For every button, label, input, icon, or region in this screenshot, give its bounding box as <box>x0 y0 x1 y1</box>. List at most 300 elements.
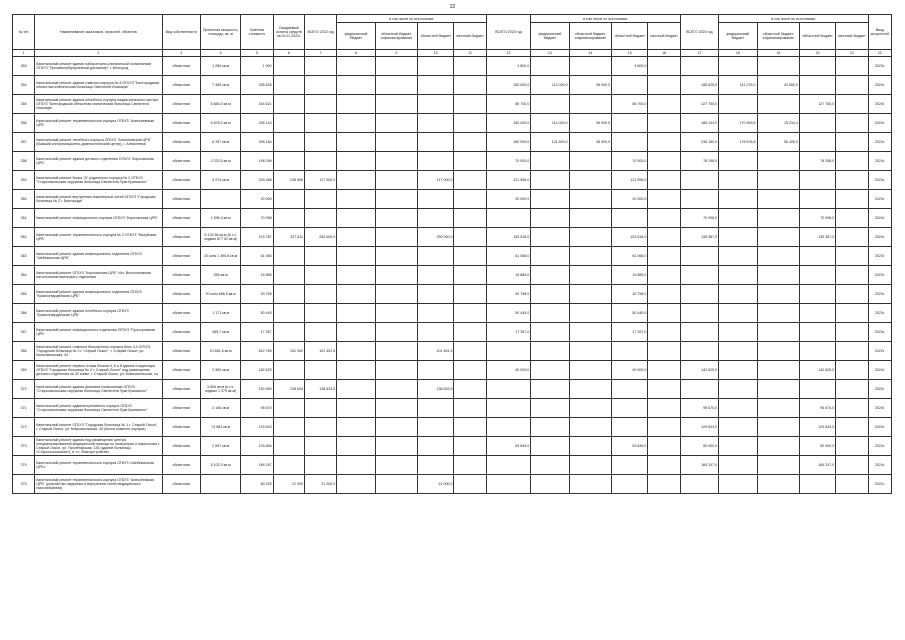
cell-mb24 <box>836 209 868 228</box>
cell-inp: 2024г. <box>868 95 891 114</box>
col-header: федеральный бюджет <box>531 23 569 50</box>
cell-t23: 61 066,0 <box>486 247 530 266</box>
table-body <box>13 57 892 494</box>
cell-fb23 <box>531 171 569 190</box>
cell-t24: 78 298,0 <box>680 152 718 171</box>
cell-t24: 185 144,0 <box>680 114 718 133</box>
table-row <box>13 247 892 266</box>
cell-area <box>200 190 240 209</box>
cell-mb23 <box>648 95 680 114</box>
cell-os22 <box>375 76 417 95</box>
cell-t23: 160 000,0 <box>486 133 530 152</box>
cell-os22 <box>375 114 417 133</box>
cell-os22 <box>375 133 417 152</box>
cell-ob23: 70 000,0 <box>612 152 648 171</box>
cell-os24 <box>757 380 799 399</box>
cell-os23 <box>569 304 611 323</box>
cell-t24: 235 180,0 <box>680 133 718 152</box>
cell-rest <box>273 323 304 342</box>
cell-inp: 2023г. <box>868 285 891 304</box>
col-header: местный бюджет <box>454 23 486 50</box>
cell-ob24 <box>799 133 835 152</box>
cell-os24 <box>757 304 799 323</box>
cell-fb23 <box>531 323 569 342</box>
column-number: 10 <box>418 50 454 57</box>
cell-inp: 2022г. <box>868 475 891 494</box>
cell-cost: 17 357 <box>241 323 273 342</box>
cell-os22 <box>375 323 417 342</box>
cell-ob22: 21 000,0 <box>418 475 454 494</box>
cell-n: 359 <box>13 171 35 190</box>
cell-inp: 2023г. <box>868 190 891 209</box>
cell-name: Капитальный ремонт терапевтического корпуса ОГБУЗ "Алексеевская ЦРБ" <box>35 114 162 133</box>
cell-name: Капитальный ремонт блока "А" родильного корпуса № 2 ОГБУЗ "Старооскольская окружная больница Святителя Луки Крымского" <box>35 171 162 190</box>
cell-ob23: 40 000,0 <box>612 361 648 380</box>
cell-fb22 <box>337 361 375 380</box>
cell-n: 365 <box>13 285 35 304</box>
cell-mb24 <box>836 247 868 266</box>
cell-rest: 238 596 <box>273 171 304 190</box>
cell-t22 <box>304 418 336 437</box>
col-header: федеральный бюджет <box>337 23 375 50</box>
cell-own: областная <box>162 57 200 76</box>
cell-fb24 <box>719 304 757 323</box>
cell-own: областная <box>162 475 200 494</box>
cell-os22 <box>375 228 417 247</box>
cell-fb23 <box>531 247 569 266</box>
cell-os23 <box>569 190 611 209</box>
cell-cost: 30 758 <box>241 285 273 304</box>
cell-name: Капитальный ремонт здания инфекционного отделения ОГБУЗ "Красногвардейская ЦРБ" <box>35 285 162 304</box>
cell-os24 <box>757 437 799 456</box>
cell-t23 <box>486 418 530 437</box>
cell-fb22 <box>337 437 375 456</box>
cell-os23 <box>569 418 611 437</box>
cell-ob23 <box>612 114 648 133</box>
cell-ob23: 153 518,0 <box>612 228 648 247</box>
cell-own: областная <box>162 285 200 304</box>
cell-ob23: 85 700,0 <box>612 95 648 114</box>
cell-mb22 <box>454 304 486 323</box>
cell-fb24: 170 909,6 <box>719 114 757 133</box>
cell-mb22 <box>454 76 486 95</box>
cell-mb24 <box>836 266 868 285</box>
cell-os23 <box>569 152 611 171</box>
cell-mb23 <box>648 361 680 380</box>
col-header: Ввод мощностей <box>868 15 891 50</box>
cell-fb24 <box>719 247 757 266</box>
cell-t23: 4 800,0 <box>486 57 530 76</box>
cell-own: областная <box>162 399 200 418</box>
cell-mb22 <box>454 266 486 285</box>
cell-own: областная <box>162 418 200 437</box>
cell-os23 <box>569 285 611 304</box>
cell-rest <box>273 114 304 133</box>
cell-ob23: 20 000,0 <box>612 190 648 209</box>
cell-ob23 <box>612 475 648 494</box>
col-header: ВСЕГО 2024 год <box>680 15 718 50</box>
cell-inp: 2024г. <box>868 456 891 475</box>
cell-t23 <box>486 475 530 494</box>
cell-os22 <box>375 418 417 437</box>
cell-fb22 <box>337 399 375 418</box>
cell-os24: 56 428,0 <box>757 133 799 152</box>
cell-n: 372 <box>13 418 35 437</box>
cell-name: Капитальный ремонт терапевтического корпуса № 2 ОГБУЗ "Валуйская ЦРБ" <box>35 228 162 247</box>
cell-ob23 <box>612 418 648 437</box>
cell-ob22: 138 633,5 <box>418 380 454 399</box>
cell-own: областная <box>162 323 200 342</box>
cell-fb24 <box>719 380 757 399</box>
cell-ob23 <box>612 380 648 399</box>
cell-cost: 103 845 <box>241 437 273 456</box>
cell-fb24 <box>719 266 757 285</box>
cell-t22: 101 451,5 <box>304 342 336 361</box>
cell-inp: 2023г. <box>868 266 891 285</box>
cell-fb24 <box>719 285 757 304</box>
cell-rest <box>273 133 304 152</box>
cell-t24 <box>680 266 718 285</box>
cell-os22 <box>375 342 417 361</box>
table-row <box>13 456 892 475</box>
cell-mb24 <box>836 114 868 133</box>
cell-t24 <box>680 171 718 190</box>
cell-area: 2 597 кв.м <box>200 437 240 456</box>
cell-rest <box>273 152 304 171</box>
cell-mb22 <box>454 456 486 475</box>
col-header: областной бюджет, софинансирование <box>569 23 611 50</box>
cell-t23: 121 596,0 <box>486 171 530 190</box>
column-number: 13 <box>531 50 569 57</box>
cell-os22 <box>375 247 417 266</box>
column-number: 19 <box>757 50 799 57</box>
table-row <box>13 380 892 399</box>
cell-os24 <box>757 361 799 380</box>
cell-rest <box>273 209 304 228</box>
cell-os23: 38 400,0 <box>569 133 611 152</box>
cell-mb23 <box>648 171 680 190</box>
cell-n: 355 <box>13 95 35 114</box>
cell-t24 <box>680 323 718 342</box>
cell-mb22 <box>454 228 486 247</box>
cell-mb24 <box>836 418 868 437</box>
table-row <box>13 209 892 228</box>
cell-ob22 <box>418 304 454 323</box>
cell-os23 <box>569 95 611 114</box>
cell-rest: 337 811 <box>273 228 304 247</box>
cell-area: 2 106 кв.м <box>200 399 240 418</box>
table-row <box>13 228 892 247</box>
cell-name: Капитальный ремонт здания под размещение центра специализированной медицинской помощи по психиатрии и наркологии г. Старый Оскол, ул. Пролетарская, 135 (здание больницы «Старооскольская»), в т.ч. благоустройство <box>35 437 162 456</box>
cell-fb23 <box>531 361 569 380</box>
cell-name: Капитальный ремонт лечебного корпуса ОГБУЗ "Алексеевская ЦРБ" (бывший консультационно-диагностический центр), г. Алексеевка <box>35 133 162 152</box>
cell-rest <box>273 418 304 437</box>
cell-ob24: 129 643,0 <box>799 418 835 437</box>
cell-cost: 182 625 <box>241 361 273 380</box>
cell-os24 <box>757 152 799 171</box>
table-row <box>13 475 892 494</box>
cell-fb22 <box>337 323 375 342</box>
cell-mb24 <box>836 475 868 494</box>
cell-ob22: 101 451,5 <box>418 342 454 361</box>
cell-os23 <box>569 247 611 266</box>
cell-os22 <box>375 171 417 190</box>
col-header: местный бюджет <box>836 23 868 50</box>
cell-ob23 <box>612 342 648 361</box>
col-header: ВСЕГО 2022 год <box>304 15 336 50</box>
cell-fb24 <box>719 456 757 475</box>
cell-cost: 129 643 <box>241 418 273 437</box>
cell-fb24 <box>719 437 757 456</box>
cell-ob24: 78 298,0 <box>799 152 835 171</box>
col-header: № п/п <box>13 15 35 50</box>
cell-rest <box>273 304 304 323</box>
table-row <box>13 266 892 285</box>
cell-mb24 <box>836 285 868 304</box>
cell-n: 369 <box>13 361 35 380</box>
cell-fb24 <box>719 152 757 171</box>
cell-fb22 <box>337 285 375 304</box>
cell-area <box>200 475 240 494</box>
cell-ob24 <box>799 76 835 95</box>
cell-rest: 101 452 <box>273 342 304 361</box>
cell-t24 <box>680 380 718 399</box>
cell-rest <box>273 437 304 456</box>
cell-cost: 335 625 <box>241 76 273 95</box>
cell-os24 <box>757 209 799 228</box>
cell-os24 <box>757 418 799 437</box>
column-number: 15 <box>612 50 648 57</box>
cell-name: Капитальный ремонт здания главного корпуса № 8 ОГБУЗ "Белгородская областная клиническая больница Святителя Иоасафа" <box>35 76 162 95</box>
cell-os23 <box>569 342 611 361</box>
cell-os23 <box>569 228 611 247</box>
cell-area: 2 360 кв.м <box>200 361 240 380</box>
cell-os22 <box>375 57 417 76</box>
cell-os23: 36 000,0 <box>569 114 611 133</box>
cell-ob22 <box>418 323 454 342</box>
cell-t22 <box>304 437 336 456</box>
cell-ob23: 30 758,0 <box>612 285 648 304</box>
table-row <box>13 342 892 361</box>
cell-rest <box>273 285 304 304</box>
column-number: 6 <box>273 50 304 57</box>
cell-mb24 <box>836 95 868 114</box>
col-header: ВСЕГО 2023 год <box>486 15 530 50</box>
cell-name: Капитальный ремонт терапевтического корпуса ОГБУЗ «Шебекинская ЦРБ» <box>35 456 162 475</box>
cell-t22: 117 000,0 <box>304 171 336 190</box>
col-header: областной бюджет <box>418 23 454 50</box>
cell-own: областная <box>162 133 200 152</box>
cell-os23 <box>569 323 611 342</box>
cell-os23 <box>569 361 611 380</box>
cell-inp: 2024г. <box>868 228 891 247</box>
cell-fb22 <box>337 456 375 475</box>
cell-ob24 <box>799 190 835 209</box>
cell-os24 <box>757 171 799 190</box>
cell-cost: 95 670 <box>241 399 273 418</box>
cell-cost: 20 000 <box>241 190 273 209</box>
cell-fb24: 178 676,8 <box>719 133 757 152</box>
cell-t22 <box>304 76 336 95</box>
cell-t24: 184 247,0 <box>680 456 718 475</box>
cell-own: областная <box>162 380 200 399</box>
cell-ob22 <box>418 266 454 285</box>
cell-area: 6 787 кв.м <box>200 133 240 152</box>
cell-own: областная <box>162 304 200 323</box>
cell-fb22 <box>337 228 375 247</box>
cell-cost: 474 787 <box>241 228 273 247</box>
cell-t24: 127 755,0 <box>680 95 718 114</box>
table-row <box>13 418 892 437</box>
cell-t24: 50 000,0 <box>680 437 718 456</box>
cell-fb24: 141 075,0 <box>719 76 757 95</box>
cell-t24: 185 625,0 <box>680 76 718 95</box>
cell-t24: 135 387,0 <box>680 228 718 247</box>
cell-t22: 21 000,0 <box>304 475 336 494</box>
cell-inp: 2024г. <box>868 209 891 228</box>
cell-inp: 2024г. <box>868 114 891 133</box>
cell-mb24 <box>836 380 868 399</box>
cell-own: областная <box>162 247 200 266</box>
cell-os24: 15 234,4 <box>757 114 799 133</box>
cell-own: областная <box>162 456 200 475</box>
cell-t22 <box>304 209 336 228</box>
cell-cost: 1 900 <box>241 57 273 76</box>
cell-fb23: 121 600,0 <box>531 133 569 152</box>
cell-n: 361 <box>13 209 35 228</box>
cell-fb24 <box>719 399 757 418</box>
cell-mb24 <box>836 57 868 76</box>
cell-fb24 <box>719 418 757 437</box>
table-row <box>13 133 892 152</box>
cell-fb23 <box>531 209 569 228</box>
cell-t22 <box>304 399 336 418</box>
table-row <box>13 76 892 95</box>
col-header: Проектная мощность, площадь, кв. м <box>200 15 240 50</box>
cell-os24 <box>757 228 799 247</box>
cell-fb22 <box>337 209 375 228</box>
cell-fb22 <box>337 304 375 323</box>
cell-t23: 17 357,0 <box>486 323 530 342</box>
cell-t23: 50 445,0 <box>486 304 530 323</box>
cell-t24 <box>680 247 718 266</box>
cell-os22 <box>375 399 417 418</box>
cell-name: Капитальный ремонт ОГБУЗ "Городская больница № 1 г. Старый Оскол", г. Старый Оскол, ул. Комсомольская, 45 (блоки главного корпуса) <box>35 418 162 437</box>
cell-os23 <box>569 171 611 190</box>
column-number-row <box>13 50 892 57</box>
cell-os22 <box>375 437 417 456</box>
cell-own: областная <box>162 76 200 95</box>
cell-os23 <box>569 57 611 76</box>
cell-name: Капитальный ремонт внутренних инженерных сетей ОГБУЗ "Городская больница № 2 г. Белгорода" <box>35 190 162 209</box>
cell-os23 <box>569 475 611 494</box>
cell-t22 <box>304 266 336 285</box>
cell-inp: 2023г. <box>868 323 891 342</box>
cell-area: 3 806 кв.м (в т.ч. подвал 1 379 кв.м) <box>200 380 240 399</box>
cell-ob24 <box>799 304 835 323</box>
cell-os24 <box>757 247 799 266</box>
cell-fb24 <box>719 171 757 190</box>
cell-t22 <box>304 190 336 209</box>
cell-mb23 <box>648 437 680 456</box>
cell-own: областная <box>162 209 200 228</box>
cell-cost: 50 445 <box>241 304 273 323</box>
cell-ob22 <box>418 247 454 266</box>
cell-inp: 2022г. <box>868 380 891 399</box>
cell-n: 375 <box>13 475 35 494</box>
table-row <box>13 323 892 342</box>
cell-os24 <box>757 57 799 76</box>
cell-name: Капитальный ремонт административного корпуса ОГБУЗ "Старооскольская окружная больница Святителя Луки Крымского" <box>35 399 162 418</box>
cell-ob24 <box>799 342 835 361</box>
cell-ob23: 53 845,0 <box>612 437 648 456</box>
cell-own: областная <box>162 361 200 380</box>
cell-mb24 <box>836 342 868 361</box>
cell-mb23 <box>648 399 680 418</box>
cell-rest <box>273 95 304 114</box>
cell-fb23 <box>531 456 569 475</box>
cell-fb22 <box>337 152 375 171</box>
cell-mb22 <box>454 190 486 209</box>
cell-fb23 <box>531 266 569 285</box>
table-row <box>13 57 892 76</box>
cell-t23 <box>486 342 530 361</box>
cell-t22 <box>304 323 336 342</box>
table-row <box>13 399 892 418</box>
cell-inp: 2024г. <box>868 418 891 437</box>
cell-t22 <box>304 95 336 114</box>
table-row <box>13 437 892 456</box>
table-row <box>13 285 892 304</box>
cell-t22: 250 000,0 <box>304 228 336 247</box>
cell-ob22 <box>418 133 454 152</box>
cell-os23: 36 000,0 <box>569 76 611 95</box>
cell-os24 <box>757 399 799 418</box>
cell-ob22 <box>418 418 454 437</box>
cell-fb22 <box>337 266 375 285</box>
cell-mb23 <box>648 114 680 133</box>
cell-area: 1 171 кв.м <box>200 304 240 323</box>
cell-ob24 <box>799 114 835 133</box>
cell-t22 <box>304 247 336 266</box>
cell-ob22 <box>418 76 454 95</box>
cell-fb24 <box>719 475 757 494</box>
cell-name: Капитальный ремонт здания филиала поликлиники ОГБУЗ "Старооскольская окружная больница Святителя Луки Крымского" <box>35 380 162 399</box>
cell-mb23 <box>648 266 680 285</box>
col-header: областной бюджет <box>799 23 835 50</box>
cell-fb24 <box>719 190 757 209</box>
column-number: 3 <box>162 50 200 57</box>
cell-mb22 <box>454 209 486 228</box>
cell-fb23 <box>531 57 569 76</box>
cell-fb22 <box>337 190 375 209</box>
cell-rest <box>273 399 304 418</box>
cell-fb22 <box>337 475 375 494</box>
cell-n: 353 <box>13 57 35 76</box>
cell-ob22 <box>418 114 454 133</box>
cell-area: 1 280 кв.м <box>200 57 240 76</box>
cell-t24 <box>680 190 718 209</box>
cell-inp: 2022г. <box>868 342 891 361</box>
cell-fb22 <box>337 418 375 437</box>
cell-fb23 <box>531 228 569 247</box>
col-header: Ожидаемый остаток средств на 01.01.2022г. <box>273 15 304 50</box>
column-number: 8 <box>337 50 375 57</box>
cell-mb23 <box>648 133 680 152</box>
cell-fb22 <box>337 380 375 399</box>
cell-ob23: 50 445,0 <box>612 304 648 323</box>
cell-ob24 <box>799 285 835 304</box>
